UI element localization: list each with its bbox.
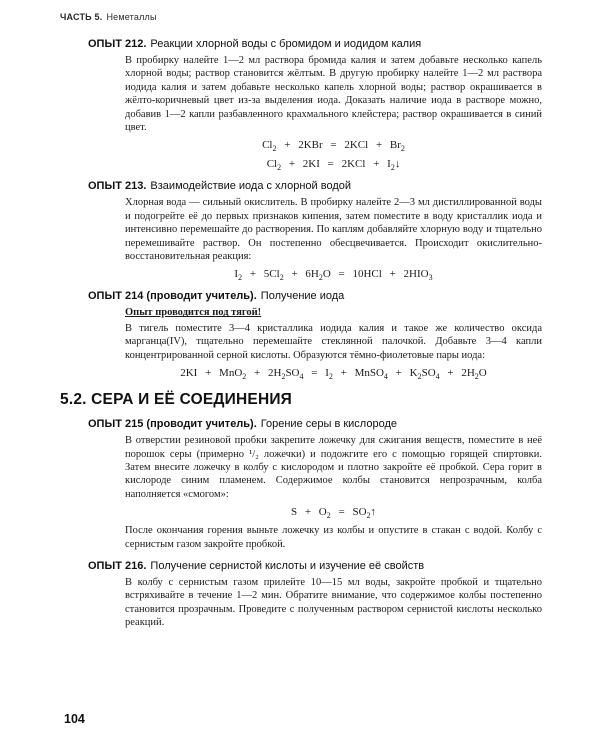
- experiment-title: Получение сернистой кислоты и изучение её свойств: [150, 559, 425, 572]
- paragraph: В отверстии резиновой пробки закрепите ложечку для сжигания веществ, поместите в неё порошок серы (примерно ¹/₂ ложечки) и подожгите его с помощью горящей спиртовки. Затем внесите ложечку в колбу с кислородом и плотно закройте её пробкой. Сера горит в кислороде синим пламенем. Содержимое колбы становится непрозрачным, колба наполняется «смогом»:: [125, 435, 542, 500]
- paragraph: После окончания горения выньте ложечку из колбы и опустите в стакан с водой. Колбу с сернистым газом закройте пробкой.: [125, 525, 542, 550]
- experiment-title: Горение серы в кислороде: [260, 418, 397, 431]
- experiment-212: [60, 38, 542, 171]
- experiment-label: ОПЫТ 215 (проводит учитель).: [88, 418, 257, 431]
- experiment-heading: [88, 290, 542, 302]
- experiment-heading: [88, 418, 542, 430]
- experiment-heading: [88, 560, 542, 572]
- paragraph: В пробирку налейте 1—2 мл раствора бромида калия и затем добавьте несколько капель хлорной воды; раствор становится жёлтым. В другую пробирку налейте 1—2 мл раствора иодида калия и затем добавьте несколько капель хлорной воды; раствор окрашивается в жёлто-коричневый цвет из-за выделения иода. Доказать наличие иода в растворе можно, добавив 1—2 капли разбавленного крахмального клейстера; раствор окрашивается в синий цвет.: [125, 55, 542, 134]
- experiment-body: [125, 306, 542, 380]
- part-label: ЧАСТЬ 5.: [60, 12, 103, 22]
- chemical-equation: $2KI + MnO_2 + 2H_2SO_4 = I_2$ + MnSO$_4$ + $K_2SO_4 + 2H_2O$: [180, 367, 487, 382]
- chapter-label: Неметаллы: [106, 12, 157, 22]
- experiment-body: [125, 576, 542, 630]
- experiment-label: ОПЫТ 214 (проводит учитель).: [88, 290, 257, 303]
- experiment-label: ОПЫТ 216.: [88, 559, 147, 572]
- experiment-214: [60, 290, 542, 380]
- experiment-body: [125, 196, 542, 281]
- experiment-body: [125, 54, 542, 171]
- experiment-title: Реакции хлорной воды с бромидом и иодидом калия: [150, 38, 422, 50]
- safety-warning: Опыт проводится под тягой!: [125, 307, 262, 319]
- experiment-213: [60, 180, 542, 281]
- experiment-title: Получение иода: [260, 290, 345, 303]
- chemical-equation: $Cl_2 + 2KI = 2KCl$ + $I_2↓$: [266, 158, 401, 173]
- page-number: 104: [64, 712, 85, 726]
- chemical-equation: $Cl_2 + 2KBr = 2KCl + Br_2$: [262, 139, 405, 154]
- experiment-title: Взаимодействие иода с хлорной водой: [150, 180, 351, 193]
- experiment-215: [60, 418, 542, 551]
- experiment-heading: [88, 38, 542, 50]
- experiment-216: [60, 560, 542, 630]
- experiment-label: ОПЫТ 212.: [88, 38, 147, 50]
- paragraph: Хлорная вода — сильный окислитель. В пробирку налейте 2—3 мл дистиллированной воды и подогрейте её до первых признаков кипения, затем поместите в воду кристаллик иода и интенсивно перемешайте до растворения. По каплям добавляйте хлорную воду и тщательно перемешивайте раствор. Он постепенно обесцвечивается. Происходит окислительно-восстановительная реакция:: [125, 197, 542, 263]
- running-header: [60, 12, 542, 22]
- chemical-equation: $I_2 + 5Cl_2 + 6H_2O = 10HCl + 2HIO_3$: [234, 268, 433, 283]
- paragraph: В колбу с сернистым газом прилейте 10—15 мл воды, закройте пробкой и тщательно встряхивайте в течение 1—2 мин. Обратите внимание, что содержимое колбы постепенно становится прозрачным. Проведите с полученным раствором сернистой кислоты несколько реакций.: [125, 576, 542, 629]
- experiment-label: ОПЫТ 213.: [88, 180, 147, 193]
- experiment-heading: [88, 180, 542, 192]
- chemical-equation: $S + O_2$ = $SO_2↑$: [290, 506, 377, 521]
- section-heading-5-2: 5.2. СЕРА И ЕЁ СОЕДИНЕНИЯ: [60, 391, 293, 409]
- experiment-body: [125, 434, 542, 551]
- paragraph: В тигель поместите 3—4 кристаллика иодида калия и такое же количество оксида марганца(IV), тщательно перемешайте стеклянной палочкой. Добавьте 3—4 капли концентрированной серной кислоты. Образуются тёмно-фиолетовые пары иода:: [125, 322, 542, 361]
